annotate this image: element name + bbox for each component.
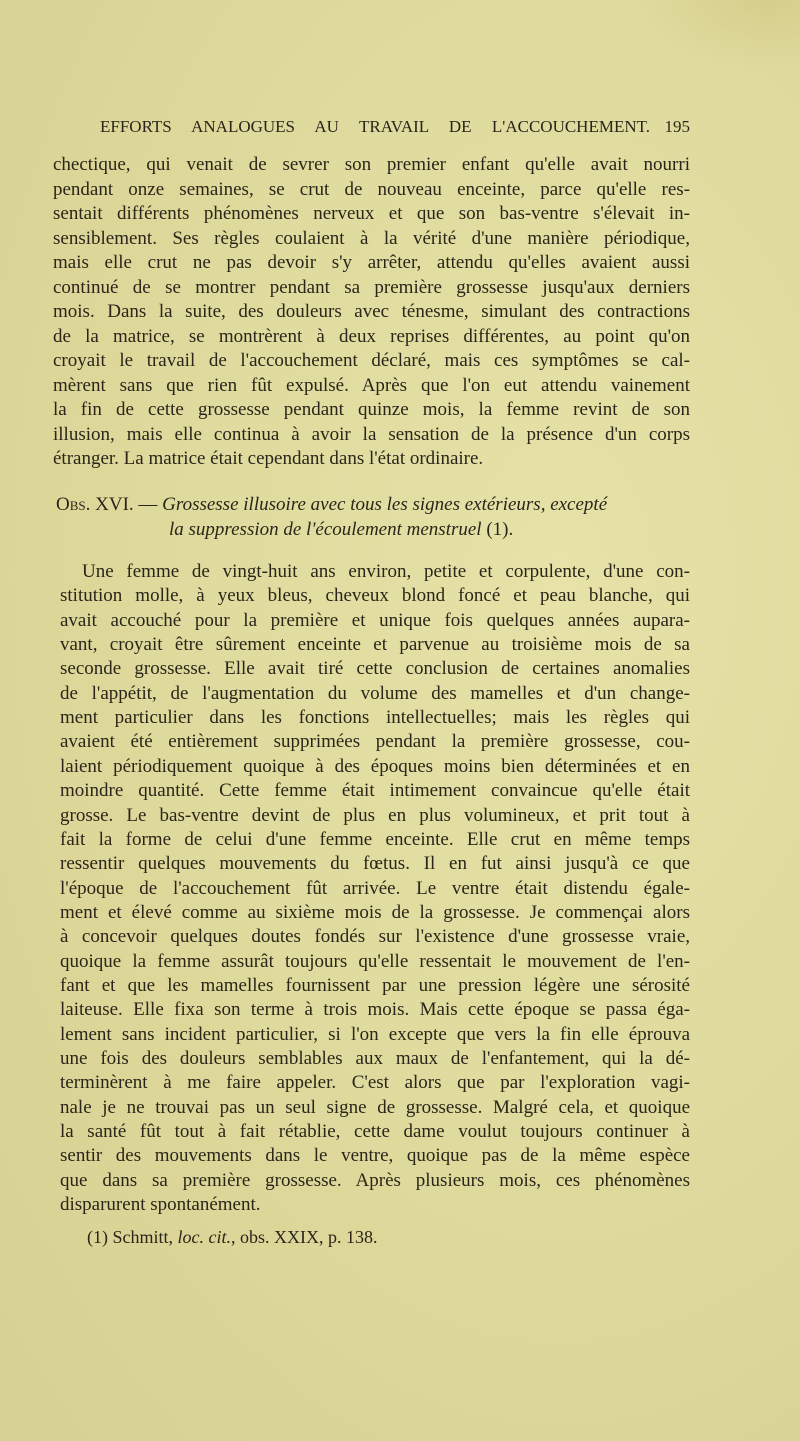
page-number: 195 (664, 117, 690, 136)
text-line: mais elle crut ne pas devoir s'y arrêter, attendu qu'elles avaient aussi (53, 252, 690, 273)
text-line: sensiblement. Ses règles coulaient à la vérité d'une manière périodique, (53, 227, 690, 249)
text-line: moindre quantité. Cette femme était intimement convaincue qu'elle était (60, 780, 690, 802)
text-line: la santé fût tout à fait rétablie, cette dame voulut toujours continuer à (60, 1121, 690, 1143)
observation-title-2: la suppression de l'écoulement menstruel (169, 519, 482, 540)
text-line: illusion, mais elle continua à avoir la sensation de la présence d'un corps (53, 423, 690, 445)
observation-title-1: Grossesse illusoire avec tous les signes extérieurs, excepté (162, 494, 608, 515)
text-line: croyait le travail de l'accouchement déclaré, mais ces symptômes se cal- (53, 350, 690, 371)
text-line: pendant onze semaines, se crut de nouveau enceinte, parce qu'elle res- (53, 178, 690, 200)
text-line: nale je ne trouvai pas un seul signe de grossesse. Malgré cela, et quoique (60, 1096, 690, 1118)
text-line: quoique la femme assurât toujours qu'elle ressentait le mouvement de l'en- (60, 950, 690, 972)
text-line: que dans sa première grossesse. Après plusieurs mois, ces phénomènes (60, 1169, 690, 1191)
footnote (87, 1225, 378, 1249)
text-line: avait accouché pour la première et unique fois quelques années aupara- (60, 609, 690, 631)
text-line: fait la forme de celui d'une femme enceinte. Elle crut en même temps (60, 828, 690, 850)
text-line: avaient été entièrement supprimées pendant la première grossesse, cou- (60, 731, 690, 753)
text-line: terminèrent à me faire appeler. C'est alors que par l'exploration vagi- (60, 1072, 690, 1094)
text-line: laiteuse. Elle fixa son terme à trois mois. Mais cette époque se passa éga- (60, 999, 690, 1021)
text-line: ment particulier dans les fonctions intellectuelles; mais les règles qui (60, 707, 690, 729)
text-line: ressentir quelques mouvements du fœtus. Il en fut ainsi jusqu'à ce que (60, 853, 690, 875)
text-line: sentir des mouvements dans le ventre, quoique pas de la même espèce (60, 1145, 690, 1167)
text-line: mèrent sans que rien fût expulsé. Après que l'on eut attendu vainement (53, 374, 690, 396)
text-line: de l'appétit, de l'augmentation du volume des mamelles et d'un change- (60, 682, 690, 704)
observation-label: Obs. XVI. — (56, 494, 158, 515)
text-line: ment et élevé comme au sixième mois de la grossesse. Je commençai alors (60, 901, 690, 923)
text-line: continué de se montrer pendant sa première grossesse jusqu'aux derniers (53, 276, 690, 298)
footnote-reference: (1). (486, 519, 514, 540)
text-line: lement sans incident particulier, si l'on excepte que vers la fin elle éprouva (60, 1023, 690, 1045)
text-line: fant et que les mamelles fournissent par une pression légère une sérosité (60, 974, 690, 996)
observation-heading-line-2 (169, 518, 513, 542)
text-line: l'époque de l'accouchement fût arrivée. Le ventre était distendu égale- (60, 877, 690, 899)
footnote-author: Schmitt, (112, 1227, 174, 1247)
text-line: laient périodiquement quoique à des époques moins bien déterminées et en (60, 755, 690, 777)
footnote-marker: (1) (87, 1227, 108, 1247)
text-line: seconde grossesse. Elle avait tiré cette conclusion de certaines anomalies (60, 658, 690, 680)
footnote-ref: loc. cit. (177, 1227, 231, 1247)
text-line: mois. Dans la suite, des douleurs avec ténesme, simulant des contractions (53, 301, 690, 322)
text-line: grosse. Le bas-ventre devint de plus en plus volumineux, et prit tout à (60, 804, 690, 826)
text-line: vant, croyait être sûrement enceinte et parvenue au troisième mois de sa (60, 634, 690, 656)
text-line: chectique, qui venait de sevrer son premier enfant qu'elle avait nourri (53, 154, 690, 175)
footnote-rest: , obs. XXIX, p. 138. (231, 1227, 378, 1247)
text-line: Une femme de vingt-huit ans environ, petite et corpulente, d'une con- (82, 561, 690, 582)
text-line: de la matrice, se montrèrent à deux reprises différentes, au point qu'on (53, 325, 690, 347)
text-line: une fois des douleurs semblables aux maux de l'enfantement, qui la dé- (60, 1048, 690, 1069)
text-line: la fin de cette grossesse pendant quinze mois, la femme revint de son (53, 399, 690, 420)
paper-stain (640, 0, 800, 70)
text-line: étranger. La matrice était cependant dans l'état ordinaire. (53, 448, 484, 469)
text-line: à concevoir quelques doutes fondés sur l'existence d'une grossesse vraie, (60, 926, 690, 948)
text-line: sentait différents phénomènes nerveux et que son bas-ventre s'élevait in- (53, 203, 690, 224)
text-line: stitution molle, à yeux bleus, cheveux blond foncé et peau blanche, qui (60, 585, 690, 607)
running-header: EFFORTS ANALOGUES AU TRAVAIL DE L'ACCOUCHEMENT. (100, 117, 650, 136)
text-line: disparurent spontanément. (60, 1194, 261, 1216)
observation-heading-line-1 (56, 493, 607, 517)
